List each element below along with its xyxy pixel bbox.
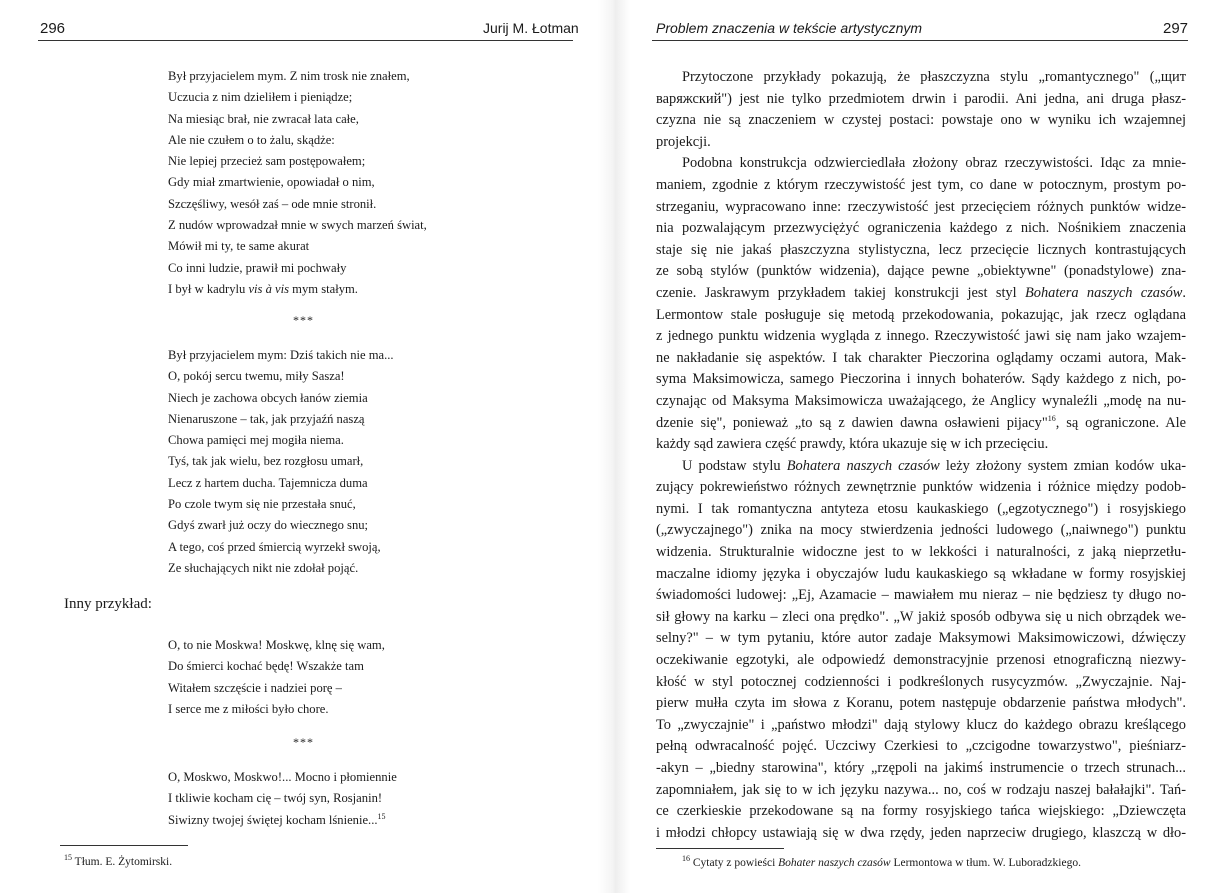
poem-line: Chowa pamięci mej mogiła niema. bbox=[168, 433, 344, 448]
text-run: dzenie się", ponieważ „to są z dawien dawna osławieni pijacy" bbox=[656, 414, 1048, 431]
poem-line: I serce me z miłości było chore. bbox=[168, 701, 329, 716]
text-line: czyzna nie są znaczeniem w czystej postaci: powstaje ono w wyniku ich wzajemnej bbox=[656, 112, 1186, 129]
poem-line: Na miesiąc brał, nie zwracał lata całe, bbox=[168, 111, 359, 126]
poem-line: Z nudów wprowadzał mnie w swych marzeń świat, bbox=[168, 218, 427, 233]
poem-line: Ze słuchających nikt nie zdołał pojąć. bbox=[168, 560, 359, 575]
text-line: zapomniałem, jak się to w ich języku nazywa... no, coś w rodzaju naszej bałałajki". Tań- bbox=[656, 781, 1186, 798]
text-line bbox=[656, 413, 1186, 435]
poem-line: Był przyjacielem mym: Dziś takich nie ma... bbox=[168, 348, 394, 362]
poem-line: Mówił mi ty, te same akurat bbox=[168, 239, 310, 254]
poem-line bbox=[168, 810, 397, 831]
poem-line: Lecz z hartem ducha. Tajemnicza duma bbox=[168, 475, 368, 490]
footnote-text: Lermontowa w tłum. W. Luboradzkiego. bbox=[890, 857, 1081, 869]
text-line bbox=[656, 283, 1186, 305]
running-head: Jurij M. Łotman bbox=[483, 20, 579, 36]
poem-text: Siwizny twojej świętej kocham lśnienie... bbox=[168, 812, 378, 827]
text-line: ne nakładanie się aspektów. I tak charakter Pieczorina oglądamy oczami autora, Mak- bbox=[656, 349, 1186, 366]
poem-line bbox=[168, 279, 427, 300]
poem-stanza-1 bbox=[168, 66, 427, 300]
poem-text: mym stałym. bbox=[289, 281, 358, 296]
poem-line: Tyś, tak jak wielu, bez rozgłosu umarł, bbox=[168, 454, 364, 469]
body-text bbox=[656, 67, 1186, 844]
footnote-text: Tłum. E. Żytomirski. bbox=[72, 856, 173, 868]
footnote-rule bbox=[60, 845, 188, 846]
footnote-reference: 16 bbox=[1047, 413, 1056, 423]
text-line: maniem, zgodnie z którym rzeczywistość jest tym, co dane w potocznym, prostym po- bbox=[656, 176, 1186, 193]
text-line: Lermontow stale posługuje się metodą przekodowania, pokazując, jak rzecz oglądana bbox=[656, 306, 1186, 323]
text-line bbox=[656, 456, 1186, 478]
poem-line: Gdyś zwarł już oczy do wiecznego snu; bbox=[168, 518, 369, 533]
poem-line: Witałem szczęście i nadziei porę – bbox=[168, 680, 342, 695]
text-line: z jednego punktu widzenia wygląda z innego. Rzeczywistość jawi się nam jako wzajem- bbox=[656, 328, 1186, 345]
poem-emphasis: vis à vis bbox=[248, 281, 290, 296]
text-line: sił głowy na karku – zleci ona prędko". „W jakiż sposób odbywa się u nich obrządek we- bbox=[656, 608, 1186, 625]
poem-line: I tkliwie kocham cię – twój syn, Rosjanin! bbox=[168, 791, 383, 806]
text-line: staje się nie jakaś płaszczyzna stylistyczna, lecz przecięcie licznych kontrastujących bbox=[656, 241, 1186, 258]
section-separator: *** bbox=[293, 735, 314, 749]
text-run: . bbox=[1182, 284, 1186, 301]
page-number: 297 bbox=[1163, 20, 1189, 37]
text-run: U podstaw stylu bbox=[682, 457, 787, 474]
left-page bbox=[0, 0, 600, 893]
poem-line: Nie lepiej przecież sam postępowałem; bbox=[168, 154, 366, 169]
footnote-mark: 16 bbox=[682, 854, 690, 864]
text-line: świadomości ludowej: „Ej, Azamacie – mawiałem mu nieraz – nie będziesz ty długo no- bbox=[656, 587, 1186, 604]
poem-line: Był przyjacielem mym. Z nim trosk nie znałem, bbox=[168, 69, 410, 83]
text-line: zujący pokrewieństwo różnych zewnętrznie punktów widzenia i różnice między podob- bbox=[656, 479, 1186, 496]
footnote-reference: 15 bbox=[377, 811, 386, 821]
poem-stanza-2 bbox=[168, 345, 394, 579]
poem-line: Po czole twym się nie przestała snuć, bbox=[168, 497, 356, 512]
text-line: oczekiwanie egzotyki, ale odpowiedź demonstracyjnie przenosi etnograficzną niezwy- bbox=[656, 652, 1186, 669]
poem-line: Do śmierci kochać będę! Wszakże tam bbox=[168, 659, 364, 674]
footnote bbox=[682, 854, 1081, 869]
text-line: nia pozwalającym przezwyciężyć ograniczenia każdego z nich. Nośnikiem znaczenia bbox=[656, 220, 1186, 237]
text-line: ce czerkieskie przekodowane są na formy rosyjskiego tańca wiejskiego: „Dziewczęta bbox=[656, 803, 1186, 820]
text-line: widzenia. Strukturalnie widoczne jest to w lekkości i naturalności, z jaką nieprzetłu- bbox=[656, 544, 1186, 561]
section-label: Inny przykład: bbox=[64, 596, 152, 612]
poem-stanza-4 bbox=[168, 767, 397, 831]
header-rule bbox=[652, 40, 1188, 41]
text-line: nymi. I tak romantyczna antyteza etosu kaukaskiego („egzotycznego") i rosyjskiego bbox=[656, 500, 1186, 517]
text-run: leży złożony system zmian kodów uka- bbox=[939, 457, 1186, 474]
footnote-mark: 15 bbox=[64, 853, 72, 863]
text-line: projekcji. bbox=[656, 133, 711, 150]
footnote-text: Cytaty z powieści bbox=[690, 857, 779, 869]
text-line: każdy sąd zawiera część prawdy, która ukazuje się w ich przecięciu. bbox=[656, 436, 1049, 453]
poem-line: O, Moskwo, Moskwo!... Mocno i płomiennie bbox=[168, 770, 397, 784]
footnote-rule bbox=[656, 848, 784, 849]
text-line: Podobna konstrukcja odzwierciedlała złożony obraz rzeczywistości. Idąc za mnie- bbox=[682, 155, 1186, 172]
book-gutter bbox=[598, 0, 630, 893]
text-line: i młodzi chłopcy ustawiają się w dwa rzędy, jeden naprzeciw drugiego, klaszczą w dło- bbox=[656, 824, 1186, 841]
text-line: варяжский") jest nie tylko przedmiotem drwin i parodii. Ani jedna, ani druga płasz- bbox=[656, 90, 1186, 107]
poem-line: Szczęśliwy, wesół zaś – ode mnie stronił. bbox=[168, 196, 377, 211]
text-line: ze sobą stylów (punktów widzenia), dające pewne „obiektywne" (ponadstylowe) zna- bbox=[656, 263, 1186, 280]
poem-line: Co inni ludzie, prawił mi pochwały bbox=[168, 260, 347, 275]
book-title: Bohatera naszych czasów bbox=[786, 457, 940, 474]
text-line: kłość w styl potocznej codzienności i podkreślonych rusycyzmów. „Zwyczajnie. Naj- bbox=[656, 673, 1186, 690]
poem-line: Niech je zachowa obcych łanów ziemia bbox=[168, 390, 368, 405]
poem-line: Nienaruszone – tak, jak przyjaźń naszą bbox=[168, 411, 365, 426]
section-separator: *** bbox=[293, 313, 314, 327]
poem-line: Gdy miał zmartwienie, opowiadał o nim, bbox=[168, 175, 375, 190]
header-rule bbox=[38, 40, 573, 41]
poem-line: O, to nie Moskwa! Moskwę, klnę się wam, bbox=[168, 638, 385, 652]
text-line: strzeganiu, wypracowano inne: rzeczywistość jest przecięciem różnych punktów widze- bbox=[656, 198, 1186, 215]
poem-text: I był w kadrylu bbox=[168, 281, 249, 296]
poem-line: Ale nie czułem o to żalu, skądże: bbox=[168, 132, 335, 147]
book-title: Bohater naszych czasów bbox=[778, 857, 891, 869]
text-line: -akyn – „biedny starowina", który „rzępoli na jakimś instrumencie o trzech strunach... bbox=[656, 760, 1186, 776]
text-line: czynając od Maksyma Maksimowicza uważającego, że Anglicy wynaleźli „modę na nu- bbox=[656, 392, 1186, 409]
text-line: pełną odwracalność pojęć. Uczciwy Czerkiesi to „czcigodne towarzystwo", pieśniarz- bbox=[656, 738, 1186, 755]
footnote bbox=[64, 853, 173, 868]
poem-line: A tego, coś przed śmiercią wyrzekł swoją, bbox=[168, 539, 381, 554]
text-line: selny?" – w tym pytaniu, które autor zadaje Maksymowi Maksimowiczowi, dźwięczy bbox=[656, 630, 1186, 647]
running-head: Problem znaczenia w tekście artystycznym bbox=[656, 20, 923, 36]
text-line: maczalne idiomy języka i obyczajów ludu kaukaskiego są wkładane w formy rosyjskiej bbox=[656, 565, 1186, 582]
text-run: , są ograniczone. Ale bbox=[1055, 414, 1186, 431]
text-line: („zwyczajnego") znika na mocy stwierdzenia jedności ludowego („naiwnego") punktu bbox=[656, 522, 1186, 539]
text-line: pierw mułła czyta im słowa z Koranu, potem następuje obdarzenie państwa młodych". bbox=[656, 695, 1186, 712]
poem-line: O, pokój sercu twemu, miły Sasza! bbox=[168, 369, 345, 384]
poem-stanza-3 bbox=[168, 635, 385, 720]
text-line: syma Maksimowicza, samego Pieczorina i innych bohaterów. Sądy każdego z nich, po- bbox=[656, 371, 1186, 388]
text-line: Przytoczone przykłady pokazują, że płaszczyzna stylu „romantycznego" („щит bbox=[682, 69, 1186, 85]
text-line: To „zwyczajnie" i „państwo młodzi" dają stylowy klucz do każdego obrazu kreślącego bbox=[656, 716, 1186, 733]
book-title: Bohatera naszych czasów bbox=[1024, 284, 1183, 301]
page-number: 296 bbox=[40, 20, 66, 37]
text-run: czenie. Jaskrawym przykładem takiej konstrukcji jest styl bbox=[656, 284, 1025, 301]
poem-line: Uczucia z nim dzieliłem i pieniądze; bbox=[168, 90, 353, 105]
